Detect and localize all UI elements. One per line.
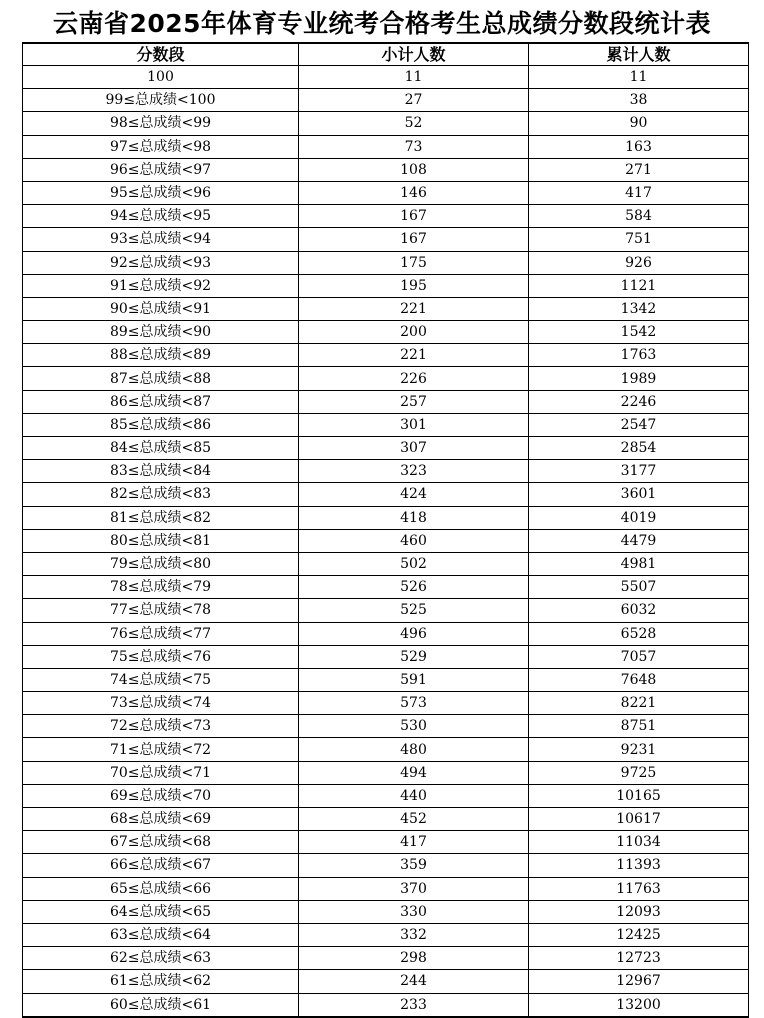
- table-row: [23, 297, 749, 320]
- cell-score-range: 91≤总成绩<92: [23, 274, 299, 297]
- cell-cumulative-count: 1342: [529, 297, 749, 320]
- cell-cumulative-count: 751: [529, 228, 749, 251]
- cell-score-range: 78≤总成绩<79: [23, 576, 299, 599]
- table-row: [23, 599, 749, 622]
- cell-cumulative-count: 90: [529, 112, 749, 135]
- cell-subtotal-count: 167: [299, 228, 529, 251]
- cell-subtotal-count: 233: [299, 993, 529, 1017]
- table-row: [23, 228, 749, 251]
- cell-cumulative-count: 2854: [529, 437, 749, 460]
- cell-subtotal-count: 146: [299, 181, 529, 204]
- cell-subtotal-count: 496: [299, 622, 529, 645]
- cell-cumulative-count: 1763: [529, 344, 749, 367]
- cell-score-range: 60≤总成绩<61: [23, 993, 299, 1017]
- cell-cumulative-count: 1121: [529, 274, 749, 297]
- table-row: [23, 715, 749, 738]
- cell-cumulative-count: 9725: [529, 761, 749, 784]
- cell-score-range: 80≤总成绩<81: [23, 529, 299, 552]
- cell-score-range: 93≤总成绩<94: [23, 228, 299, 251]
- table-row: [23, 877, 749, 900]
- table-row: [23, 344, 749, 367]
- cell-subtotal-count: 440: [299, 784, 529, 807]
- cell-cumulative-count: 10617: [529, 808, 749, 831]
- cell-subtotal-count: 11: [299, 66, 529, 89]
- cell-cumulative-count: 11763: [529, 877, 749, 900]
- cell-subtotal-count: 573: [299, 692, 529, 715]
- cell-score-range: 63≤总成绩<64: [23, 923, 299, 946]
- table-row: [23, 761, 749, 784]
- cell-subtotal-count: 244: [299, 970, 529, 993]
- cell-subtotal-count: 424: [299, 483, 529, 506]
- cell-subtotal-count: 200: [299, 321, 529, 344]
- cell-cumulative-count: 9231: [529, 738, 749, 761]
- table-row: [23, 158, 749, 181]
- cell-subtotal-count: 502: [299, 552, 529, 575]
- cell-subtotal-count: 370: [299, 877, 529, 900]
- table-row: [23, 460, 749, 483]
- header-subtotal-count: 小计人数: [299, 43, 529, 66]
- table-row: [23, 321, 749, 344]
- cell-score-range: 79≤总成绩<80: [23, 552, 299, 575]
- cell-score-range: 89≤总成绩<90: [23, 321, 299, 344]
- table-row: [23, 993, 749, 1017]
- cell-score-range: 82≤总成绩<83: [23, 483, 299, 506]
- cell-subtotal-count: 591: [299, 668, 529, 691]
- cell-cumulative-count: 1542: [529, 321, 749, 344]
- cell-score-range: 90≤总成绩<91: [23, 297, 299, 320]
- cell-cumulative-count: 12723: [529, 947, 749, 970]
- cell-score-range: 84≤总成绩<85: [23, 437, 299, 460]
- cell-cumulative-count: 7648: [529, 668, 749, 691]
- cell-subtotal-count: 417: [299, 831, 529, 854]
- cell-subtotal-count: 330: [299, 900, 529, 923]
- table-row: [23, 784, 749, 807]
- cell-subtotal-count: 52: [299, 112, 529, 135]
- cell-cumulative-count: 584: [529, 205, 749, 228]
- table-row: [23, 437, 749, 460]
- table-row: [23, 274, 749, 297]
- table-row: [23, 390, 749, 413]
- cell-subtotal-count: 307: [299, 437, 529, 460]
- cell-score-range: 97≤总成绩<98: [23, 135, 299, 158]
- cell-score-range: 83≤总成绩<84: [23, 460, 299, 483]
- cell-cumulative-count: 417: [529, 181, 749, 204]
- cell-subtotal-count: 73: [299, 135, 529, 158]
- cell-subtotal-count: 452: [299, 808, 529, 831]
- table-row: [23, 89, 749, 112]
- table-header: [23, 43, 749, 66]
- cell-subtotal-count: 526: [299, 576, 529, 599]
- table-row: [23, 205, 749, 228]
- table-row: [23, 692, 749, 715]
- cell-subtotal-count: 226: [299, 367, 529, 390]
- cell-cumulative-count: 2246: [529, 390, 749, 413]
- cell-score-range: 85≤总成绩<86: [23, 413, 299, 436]
- cell-subtotal-count: 529: [299, 645, 529, 668]
- cell-score-range: 94≤总成绩<95: [23, 205, 299, 228]
- cell-subtotal-count: 525: [299, 599, 529, 622]
- table-row: [23, 367, 749, 390]
- cell-cumulative-count: 12967: [529, 970, 749, 993]
- cell-cumulative-count: 4019: [529, 506, 749, 529]
- table-row: [23, 135, 749, 158]
- cell-subtotal-count: 195: [299, 274, 529, 297]
- cell-cumulative-count: 8751: [529, 715, 749, 738]
- cell-cumulative-count: 38: [529, 89, 749, 112]
- cell-score-range: 73≤总成绩<74: [23, 692, 299, 715]
- score-distribution-table: [22, 42, 749, 1018]
- page-title: 云南省2025年体育专业统考合格考生总成绩分数段统计表: [52, 9, 712, 38]
- table-row: [23, 552, 749, 575]
- cell-score-range: 62≤总成绩<63: [23, 947, 299, 970]
- cell-cumulative-count: 2547: [529, 413, 749, 436]
- cell-cumulative-count: 7057: [529, 645, 749, 668]
- cell-subtotal-count: 418: [299, 506, 529, 529]
- cell-subtotal-count: 175: [299, 251, 529, 274]
- cell-score-range: 92≤总成绩<93: [23, 251, 299, 274]
- table-header-row: [23, 43, 749, 66]
- cell-score-range: 88≤总成绩<89: [23, 344, 299, 367]
- cell-cumulative-count: 4479: [529, 529, 749, 552]
- cell-cumulative-count: 271: [529, 158, 749, 181]
- cell-score-range: 100: [23, 66, 299, 89]
- cell-cumulative-count: 12093: [529, 900, 749, 923]
- cell-subtotal-count: 480: [299, 738, 529, 761]
- table-row: [23, 947, 749, 970]
- cell-cumulative-count: 5507: [529, 576, 749, 599]
- cell-score-range: 74≤总成绩<75: [23, 668, 299, 691]
- table-body: [23, 66, 749, 1017]
- cell-score-range: 99≤总成绩<100: [23, 89, 299, 112]
- table-row: [23, 413, 749, 436]
- cell-cumulative-count: 1989: [529, 367, 749, 390]
- cell-cumulative-count: 6032: [529, 599, 749, 622]
- table-row: [23, 970, 749, 993]
- cell-score-range: 68≤总成绩<69: [23, 808, 299, 831]
- cell-cumulative-count: 11034: [529, 831, 749, 854]
- cell-score-range: 96≤总成绩<97: [23, 158, 299, 181]
- cell-cumulative-count: 10165: [529, 784, 749, 807]
- table-row: [23, 622, 749, 645]
- cell-cumulative-count: 926: [529, 251, 749, 274]
- cell-cumulative-count: 11393: [529, 854, 749, 877]
- table-row: [23, 668, 749, 691]
- cell-subtotal-count: 27: [299, 89, 529, 112]
- table-row: [23, 251, 749, 274]
- cell-subtotal-count: 108: [299, 158, 529, 181]
- cell-score-range: 61≤总成绩<62: [23, 970, 299, 993]
- table-row: [23, 576, 749, 599]
- table-row: [23, 831, 749, 854]
- cell-score-range: 69≤总成绩<70: [23, 784, 299, 807]
- cell-score-range: 95≤总成绩<96: [23, 181, 299, 204]
- table-row: [23, 808, 749, 831]
- cell-subtotal-count: 221: [299, 344, 529, 367]
- cell-subtotal-count: 221: [299, 297, 529, 320]
- cell-subtotal-count: 460: [299, 529, 529, 552]
- header-score-range: 分数段: [23, 43, 299, 66]
- cell-score-range: 77≤总成绩<78: [23, 599, 299, 622]
- cell-subtotal-count: 257: [299, 390, 529, 413]
- cell-score-range: 71≤总成绩<72: [23, 738, 299, 761]
- table-row: [23, 854, 749, 877]
- cell-subtotal-count: 332: [299, 923, 529, 946]
- cell-cumulative-count: 6528: [529, 622, 749, 645]
- table-row: [23, 923, 749, 946]
- table-row: [23, 529, 749, 552]
- cell-cumulative-count: 4981: [529, 552, 749, 575]
- cell-score-range: 66≤总成绩<67: [23, 854, 299, 877]
- table-row: [23, 483, 749, 506]
- table-row: [23, 112, 749, 135]
- cell-subtotal-count: 323: [299, 460, 529, 483]
- table-row: [23, 738, 749, 761]
- cell-score-range: 65≤总成绩<66: [23, 877, 299, 900]
- cell-score-range: 86≤总成绩<87: [23, 390, 299, 413]
- cell-cumulative-count: 8221: [529, 692, 749, 715]
- cell-subtotal-count: 359: [299, 854, 529, 877]
- cell-score-range: 98≤总成绩<99: [23, 112, 299, 135]
- table-row: [23, 900, 749, 923]
- table-row: [23, 645, 749, 668]
- cell-cumulative-count: 13200: [529, 993, 749, 1017]
- cell-subtotal-count: 167: [299, 205, 529, 228]
- table-row: [23, 66, 749, 89]
- cell-subtotal-count: 494: [299, 761, 529, 784]
- cell-score-range: 76≤总成绩<77: [23, 622, 299, 645]
- cell-score-range: 81≤总成绩<82: [23, 506, 299, 529]
- cell-subtotal-count: 530: [299, 715, 529, 738]
- cell-cumulative-count: 3177: [529, 460, 749, 483]
- cell-score-range: 75≤总成绩<76: [23, 645, 299, 668]
- cell-score-range: 64≤总成绩<65: [23, 900, 299, 923]
- header-cumulative-count: 累计人数: [529, 43, 749, 66]
- cell-subtotal-count: 301: [299, 413, 529, 436]
- cell-cumulative-count: 3601: [529, 483, 749, 506]
- cell-score-range: 87≤总成绩<88: [23, 367, 299, 390]
- cell-score-range: 72≤总成绩<73: [23, 715, 299, 738]
- table-row: [23, 181, 749, 204]
- cell-score-range: 70≤总成绩<71: [23, 761, 299, 784]
- cell-score-range: 67≤总成绩<68: [23, 831, 299, 854]
- cell-cumulative-count: 163: [529, 135, 749, 158]
- table-row: [23, 506, 749, 529]
- cell-subtotal-count: 298: [299, 947, 529, 970]
- cell-cumulative-count: 11: [529, 66, 749, 89]
- cell-cumulative-count: 12425: [529, 923, 749, 946]
